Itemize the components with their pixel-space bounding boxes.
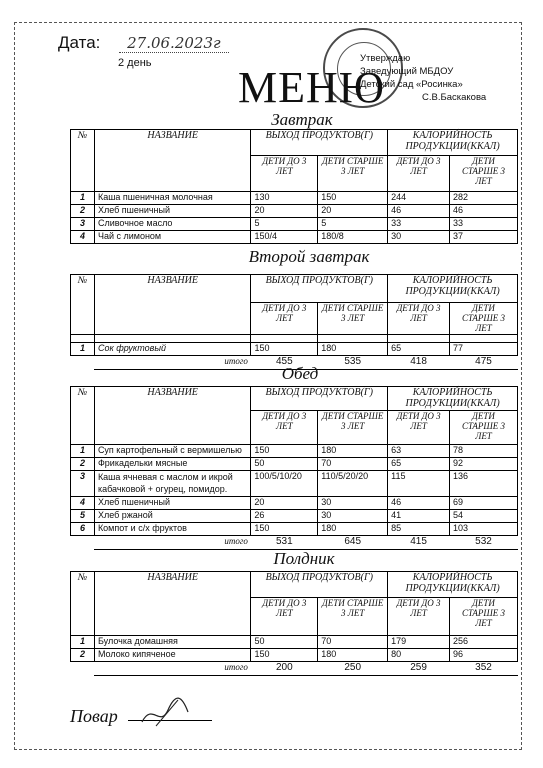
calories-under3: 244 [388, 192, 450, 205]
total-output-under3: 531 [251, 536, 318, 550]
total-calories-over3: 475 [450, 356, 518, 370]
date-label: Дата: [58, 33, 101, 52]
total-output-over3: 535 [318, 356, 388, 370]
output-under3: 130 [251, 192, 318, 205]
col-under3: ДЕТИ ДО 3 ЛЕТ [388, 303, 450, 335]
output-over3: 180 [318, 445, 388, 458]
table-row [71, 218, 518, 231]
output-under3: 50 [251, 458, 318, 471]
row-num: 2 [71, 205, 95, 218]
total-row [71, 536, 518, 550]
approve-line: Детский сад «Росинка» [360, 79, 463, 90]
calories-under3: 46 [388, 205, 450, 218]
calories-over3: 46 [450, 205, 518, 218]
output-under3: 5 [251, 218, 318, 231]
dish-name: Хлеб пшеничный [94, 205, 250, 218]
calories-over3: 92 [450, 458, 518, 471]
output-under3: 150 [251, 649, 318, 662]
output-under3: 150 [251, 343, 318, 356]
table-row [71, 510, 518, 523]
section-title-second-breakfast: Второй завтрак [248, 247, 370, 266]
calories-over3: 69 [450, 497, 518, 510]
calories-under3: 46 [388, 497, 450, 510]
output-over3: 30 [318, 510, 388, 523]
total-row [71, 662, 518, 676]
col-calories: КАЛОРИЙНОСТЬ ПРОДУКЦИИ(ККАЛ) [388, 275, 518, 303]
output-over3: 180 [318, 343, 388, 356]
calories-over3: 77 [450, 343, 518, 356]
output-over3: 180 [318, 523, 388, 536]
output-under3: 150 [251, 523, 318, 536]
row-num: 6 [71, 523, 95, 536]
dish-name: Каша пшеничная молочная [94, 192, 250, 205]
menu-table-snack [70, 571, 518, 676]
col-name: НАЗВАНИЕ [94, 572, 250, 636]
table-row [71, 343, 518, 356]
col-num: № [71, 387, 95, 445]
dish-name: Хлеб пшеничный [94, 497, 250, 510]
row-num: 2 [71, 458, 95, 471]
dish-name: Сливочное масло [94, 218, 250, 231]
calories-under3: 30 [388, 231, 450, 244]
output-over3: 70 [318, 458, 388, 471]
output-under3: 150 [251, 445, 318, 458]
dish-name: Чай с лимоном [94, 231, 250, 244]
dish-name: Фрикадельки мясные [94, 458, 250, 471]
dish-name: Молоко кипяченое [94, 649, 250, 662]
dish-name: Компот и с/х фруктов [94, 523, 250, 536]
calories-under3: 115 [388, 471, 450, 497]
table-row [71, 523, 518, 536]
col-calories: КАЛОРИЙНОСТЬ ПРОДУКЦИИ(ККАЛ) [388, 130, 518, 156]
calories-over3: 78 [450, 445, 518, 458]
menu-table-lunch [70, 386, 518, 550]
col-calories: КАЛОРИЙНОСТЬ ПРОДУКЦИИ(ККАЛ) [388, 572, 518, 598]
row-num: 1 [71, 343, 95, 356]
output-over3: 5 [318, 218, 388, 231]
col-under3: ДЕТИ ДО 3 ЛЕТ [251, 156, 318, 192]
day-label: 2 день [118, 57, 152, 69]
menu-table-second-breakfast [70, 274, 518, 370]
col-num: № [71, 275, 95, 335]
total-label: итого [94, 662, 250, 676]
calories-under3: 41 [388, 510, 450, 523]
calories-over3: 96 [450, 649, 518, 662]
table-row [71, 231, 518, 244]
table-row [71, 636, 518, 649]
date-line [58, 33, 229, 53]
total-calories-over3: 532 [450, 536, 518, 550]
col-calories: КАЛОРИЙНОСТЬ ПРОДУКЦИИ(ККАЛ) [388, 387, 518, 411]
col-under3: ДЕТИ ДО 3 ЛЕТ [251, 598, 318, 636]
col-output: ВЫХОД ПРОДУКТОВ(Г) [251, 130, 388, 156]
table-row [71, 649, 518, 662]
approve-line: С.В.Баскакова [422, 92, 487, 103]
col-over3: ДЕТИ СТАРШЕ 3 ЛЕТ [450, 411, 518, 445]
output-under3: 26 [251, 510, 318, 523]
col-under3: ДЕТИ ДО 3 ЛЕТ [388, 411, 450, 445]
output-under3: 20 [251, 205, 318, 218]
calories-over3: 282 [450, 192, 518, 205]
section-title-lunch: Обед [281, 364, 319, 383]
row-num: 3 [71, 471, 95, 497]
table-row [71, 205, 518, 218]
section-title-snack: Полдник [273, 549, 335, 568]
total-calories-under3: 415 [388, 536, 450, 550]
approve-line: Утверждаю [360, 53, 411, 64]
total-output-over3: 645 [318, 536, 388, 550]
row-num: 1 [71, 636, 95, 649]
output-over3: 180 [318, 649, 388, 662]
row-num: 3 [71, 218, 95, 231]
total-label: итого [94, 356, 250, 370]
calories-under3: 85 [388, 523, 450, 536]
output-over3: 20 [318, 205, 388, 218]
col-num: № [71, 130, 95, 192]
table-row [71, 445, 518, 458]
calories-under3: 63 [388, 445, 450, 458]
dish-name: Хлеб ржаной [94, 510, 250, 523]
row-num: 1 [71, 445, 95, 458]
dish-name: Булочка домашняя [94, 636, 250, 649]
total-output-over3: 250 [318, 662, 388, 676]
section-title-breakfast: Завтрак [271, 110, 333, 129]
output-over3: 110/5/20/20 [318, 471, 388, 497]
col-over3: ДЕТИ СТАРШЕ 3 ЛЕТ [318, 598, 388, 636]
calories-under3: 33 [388, 218, 450, 231]
col-over3: ДЕТИ СТАРШЕ 3 ЛЕТ [318, 156, 388, 192]
output-over3: 150 [318, 192, 388, 205]
table-row [71, 192, 518, 205]
calories-over3: 136 [450, 471, 518, 497]
col-under3: ДЕТИ ДО 3 ЛЕТ [388, 156, 450, 192]
col-output: ВЫХОД ПРОДУКТОВ(Г) [251, 275, 388, 303]
col-name: НАЗВАНИЕ [94, 130, 250, 192]
calories-under3: 65 [388, 458, 450, 471]
calories-under3: 80 [388, 649, 450, 662]
approval-block [360, 52, 486, 104]
output-under3: 100/5/10/20 [251, 471, 318, 497]
col-over3: ДЕТИ СТАРШЕ 3 ЛЕТ [450, 598, 518, 636]
row-num: 2 [71, 649, 95, 662]
calories-over3: 33 [450, 218, 518, 231]
cook-label: Повар [70, 706, 118, 726]
total-calories-under3: 418 [388, 356, 450, 370]
signature-mark [138, 692, 194, 732]
dish-name: Суп картофельный с вермишелью [94, 445, 250, 458]
calories-over3: 37 [450, 231, 518, 244]
total-output-under3: 455 [251, 356, 318, 370]
col-name: НАЗВАНИЕ [94, 275, 250, 335]
calories-under3: 65 [388, 343, 450, 356]
col-output: ВЫХОД ПРОДУКТОВ(Г) [251, 387, 388, 411]
calories-over3: 54 [450, 510, 518, 523]
table-row [71, 497, 518, 510]
row-num: 5 [71, 510, 95, 523]
calories-over3: 103 [450, 523, 518, 536]
col-over3: ДЕТИ СТАРШЕ 3 ЛЕТ [450, 156, 518, 192]
dish-name: Сок фруктовый [94, 343, 250, 356]
dish-name: Каша ячневая с маслом и икрой кабачковой + огурец, помидор. [94, 471, 250, 497]
total-label: итого [94, 536, 250, 550]
total-calories-under3: 259 [388, 662, 450, 676]
col-num: № [71, 572, 95, 636]
col-under3: ДЕТИ ДО 3 ЛЕТ [251, 411, 318, 445]
col-over3: ДЕТИ СТАРШЕ 3 ЛЕТ [318, 303, 388, 335]
row-num: 4 [71, 497, 95, 510]
table-row [71, 458, 518, 471]
approve-line: Заведующий МБДОУ [360, 66, 454, 77]
col-output: ВЫХОД ПРОДУКТОВ(Г) [251, 572, 388, 598]
output-over3: 30 [318, 497, 388, 510]
col-under3: ДЕТИ ДО 3 ЛЕТ [251, 303, 318, 335]
total-output-under3: 200 [251, 662, 318, 676]
table-row [71, 471, 518, 497]
col-name: НАЗВАНИЕ [94, 387, 250, 445]
menu-table-breakfast [70, 129, 518, 244]
calories-over3: 256 [450, 636, 518, 649]
col-over3: ДЕТИ СТАРШЕ 3 ЛЕТ [450, 303, 518, 335]
col-under3: ДЕТИ ДО 3 ЛЕТ [388, 598, 450, 636]
output-over3: 180/8 [318, 231, 388, 244]
output-over3: 70 [318, 636, 388, 649]
date-value: 27.06.2023г [119, 34, 228, 53]
col-over3: ДЕТИ СТАРШЕ 3 ЛЕТ [318, 411, 388, 445]
output-under3: 50 [251, 636, 318, 649]
menu-title: МЕНЮ [238, 63, 385, 112]
output-under3: 20 [251, 497, 318, 510]
row-num: 1 [71, 192, 95, 205]
output-under3: 150/4 [251, 231, 318, 244]
calories-under3: 179 [388, 636, 450, 649]
total-calories-over3: 352 [450, 662, 518, 676]
row-num: 4 [71, 231, 95, 244]
